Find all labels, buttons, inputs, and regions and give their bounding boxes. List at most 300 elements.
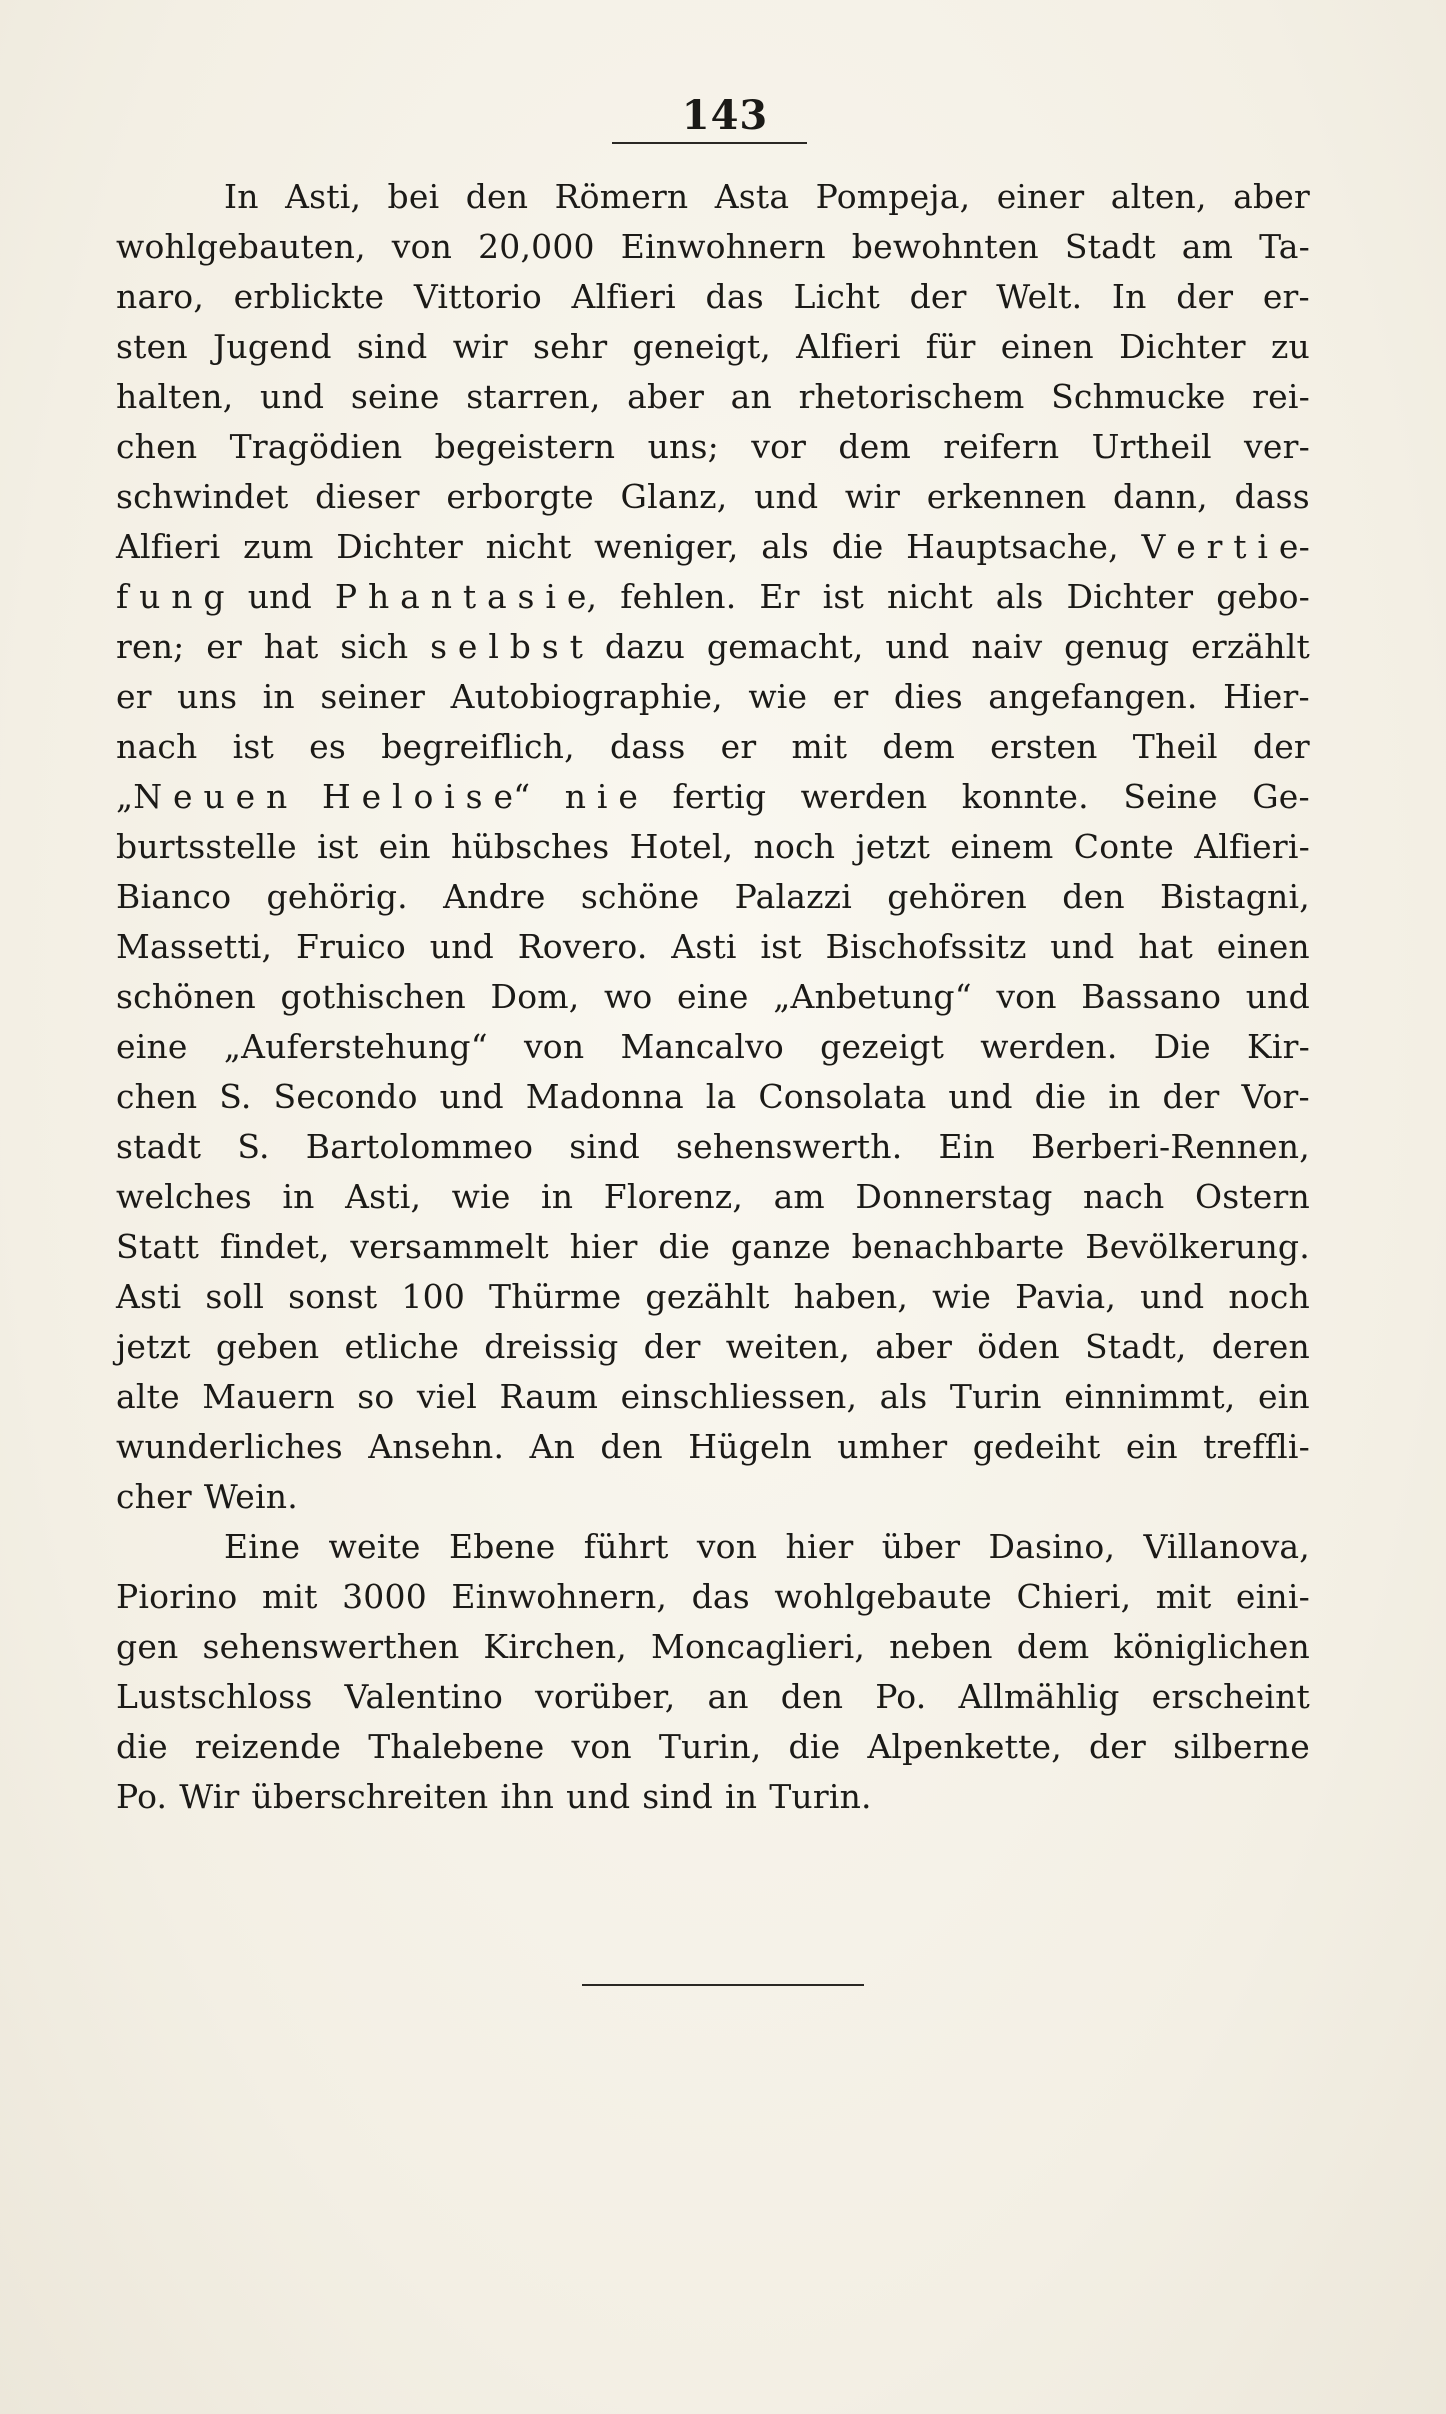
word: am	[773, 1177, 825, 1216]
word: die	[116, 1727, 168, 1766]
word: alten,	[1110, 177, 1207, 216]
word: Asti	[671, 927, 737, 966]
word: reizende	[194, 1727, 342, 1766]
text-line	[116, 372, 1310, 422]
word: chen	[116, 427, 198, 466]
word: Ta-	[1259, 227, 1310, 266]
word: haben,	[793, 1277, 909, 1316]
word: von	[996, 977, 1057, 1016]
word: ihn	[500, 1777, 555, 1816]
word: Ein	[938, 1127, 995, 1166]
word: und	[260, 377, 325, 416]
word: An	[529, 1427, 576, 1466]
word: einen	[1000, 327, 1094, 366]
word: Mancalvo	[620, 1027, 784, 1066]
word: Dichter	[1119, 327, 1246, 366]
word: stadt	[116, 1127, 202, 1166]
word: ersten	[990, 727, 1098, 766]
page-number: 143	[681, 92, 769, 139]
word: P h a n t a s i e,	[334, 577, 598, 616]
word: Römern	[554, 177, 689, 216]
word: sehenswerth.	[676, 1127, 903, 1166]
word: aber	[1233, 177, 1310, 216]
word: dreissig	[484, 1327, 619, 1366]
word: jetzt	[855, 827, 931, 866]
word: hier	[569, 1227, 638, 1266]
word: er-	[1262, 277, 1310, 316]
text-line	[116, 622, 1310, 672]
text-line	[116, 972, 1310, 1022]
word: In	[1111, 277, 1147, 316]
word: Po.	[875, 1677, 927, 1716]
word: Hotel,	[629, 827, 734, 866]
word: Alfieri-	[1194, 827, 1310, 866]
word: Asta	[714, 177, 790, 216]
word: die	[1034, 1077, 1087, 1116]
word: und	[1140, 1277, 1205, 1316]
word: versammelt	[350, 1227, 549, 1266]
word: konnte.	[961, 777, 1089, 816]
word: schwindet	[116, 477, 289, 516]
word: als	[761, 527, 810, 566]
word: in	[282, 1177, 315, 1216]
word: Autobiographie,	[450, 677, 723, 716]
word: Wein.	[203, 1477, 298, 1516]
text-line	[116, 1322, 1310, 1372]
word: fehlen.	[620, 577, 737, 616]
word: ver-	[1244, 427, 1310, 466]
word: 3000	[342, 1577, 427, 1616]
word: alte	[116, 1377, 180, 1416]
word: einen	[1216, 927, 1310, 966]
word: Bistagni,	[1160, 877, 1310, 916]
word: Fruico	[295, 927, 406, 966]
text-line	[116, 722, 1310, 772]
word: von	[523, 1027, 585, 1066]
word: und	[885, 627, 950, 666]
word: uns;	[647, 427, 719, 466]
word: mit	[1155, 1577, 1212, 1616]
text-line	[116, 1572, 1310, 1622]
word: silberne	[1173, 1727, 1310, 1766]
text-line	[116, 422, 1310, 472]
word: Berberi-Rennen,	[1031, 1127, 1310, 1166]
word: Er	[759, 577, 800, 616]
word: Bischofssitz	[825, 927, 1027, 966]
word: nicht	[886, 577, 973, 616]
word: 20,000	[478, 227, 595, 266]
word: als	[995, 577, 1044, 616]
word: Thalebene	[368, 1727, 545, 1766]
word: gedeiht	[972, 1427, 1101, 1466]
word: Palazzi	[734, 877, 853, 916]
word: Consolata	[758, 1077, 927, 1116]
text-line	[116, 222, 1310, 272]
word: welches	[116, 1177, 252, 1216]
word: hat	[1138, 927, 1194, 966]
word: Hügeln	[688, 1427, 812, 1466]
word: gen	[116, 1627, 179, 1666]
word: sehr	[533, 327, 608, 366]
word: begeistern	[434, 427, 616, 466]
word: starren,	[466, 377, 601, 416]
word: genug	[1064, 627, 1170, 666]
word: er	[720, 727, 757, 766]
word: Chieri,	[1016, 1577, 1132, 1616]
word: dass	[1234, 477, 1310, 516]
word: Alfieri	[116, 527, 221, 566]
word: Lustschloss	[116, 1677, 313, 1716]
word: naiv	[971, 627, 1043, 666]
word: schönen	[116, 977, 256, 1016]
word: Urtheil	[1091, 427, 1212, 466]
text-line	[116, 1772, 1310, 1822]
word: werden.	[980, 1027, 1118, 1066]
word: Schmucke	[1051, 377, 1226, 416]
word: Turin.	[769, 1777, 872, 1816]
word: rei-	[1252, 377, 1310, 416]
word: Einwohnern	[620, 227, 826, 266]
text-line	[116, 872, 1310, 922]
word: Raum	[499, 1377, 599, 1416]
word: Allmählig	[958, 1677, 1120, 1716]
word: Welt.	[996, 277, 1083, 316]
word: wohlgebauten,	[116, 227, 366, 266]
word: eine	[116, 1027, 188, 1066]
text-line	[116, 1472, 1310, 1522]
word: eini-	[1235, 1577, 1310, 1616]
word: Turin,	[658, 1727, 762, 1766]
word: von	[571, 1727, 632, 1766]
word: jetzt	[116, 1327, 191, 1366]
word: wunderliches	[116, 1427, 343, 1466]
word: soll	[205, 1277, 265, 1316]
word: noch	[753, 827, 836, 866]
word: Turin	[949, 1377, 1042, 1416]
word: der	[1162, 1077, 1220, 1116]
word: Pompeja,	[815, 177, 971, 216]
word: sehenswerthen	[202, 1627, 460, 1666]
word: und	[754, 477, 819, 516]
word: dass	[609, 727, 686, 766]
word: an	[707, 1677, 749, 1716]
text-line	[116, 1672, 1310, 1722]
word: ein	[1257, 1377, 1310, 1416]
word: Ostern	[1194, 1177, 1310, 1216]
word: öden	[977, 1327, 1060, 1366]
header-rule	[612, 142, 807, 144]
word: s e l b s t	[430, 627, 584, 666]
word: angefangen.	[988, 677, 1198, 716]
word: Valentino	[344, 1677, 504, 1716]
word: ist	[822, 577, 865, 616]
word: Seine	[1123, 777, 1218, 816]
text-line	[116, 1522, 1310, 1572]
word: benachbarte	[851, 1227, 1065, 1266]
word: ein	[378, 827, 431, 866]
end-rule	[582, 1984, 864, 1986]
word: Moncaglieri,	[651, 1627, 866, 1666]
word: dem	[1016, 1627, 1090, 1666]
word: Florenz,	[603, 1177, 744, 1216]
word: als	[879, 1377, 928, 1416]
word: die	[831, 527, 884, 566]
word: Massetti,	[116, 927, 273, 966]
word: und	[439, 1077, 504, 1116]
word: von	[696, 1527, 758, 1566]
word: den	[600, 1427, 663, 1466]
word: hat	[263, 627, 319, 666]
text-line	[116, 322, 1310, 372]
word: der	[909, 277, 967, 316]
word: Einwohnern,	[451, 1577, 668, 1616]
text-line	[116, 672, 1310, 722]
word: chen	[116, 1077, 198, 1116]
word: einschliessen,	[620, 1377, 858, 1416]
word: geneigt,	[632, 327, 771, 366]
word: Andre	[443, 877, 546, 916]
word: Rovero.	[517, 927, 648, 966]
word: erkennen	[926, 477, 1087, 516]
word: führt	[583, 1527, 669, 1566]
word: Licht	[793, 277, 880, 316]
text-line	[116, 1272, 1310, 1322]
word: rhetorischem	[798, 377, 1025, 416]
word: Alfieri	[571, 277, 676, 316]
word: bei	[387, 177, 440, 216]
text-line	[116, 1072, 1310, 1122]
word: dann,	[1113, 477, 1208, 516]
word: dies	[893, 677, 963, 716]
word: In	[224, 177, 259, 216]
word: la	[705, 1077, 737, 1116]
word: von	[391, 227, 453, 266]
word: eine	[677, 977, 749, 1016]
text-line	[116, 822, 1310, 872]
word: weite	[328, 1527, 421, 1566]
word: „N e u e n	[116, 777, 288, 816]
word: das	[691, 1577, 750, 1616]
word: und	[1245, 977, 1310, 1016]
word: Dasino,	[988, 1527, 1116, 1566]
word: Villanova,	[1143, 1527, 1310, 1566]
word: wie	[932, 1277, 992, 1316]
text-line	[116, 522, 1310, 572]
word: deren	[1211, 1327, 1310, 1366]
word: gemacht,	[706, 627, 864, 666]
word: Dichter	[1066, 577, 1194, 616]
word: ist	[232, 727, 274, 766]
word: S.	[237, 1127, 270, 1166]
text-line	[116, 1622, 1310, 1672]
word: begreiflich,	[381, 727, 575, 766]
word: für	[925, 327, 976, 366]
word: gebo-	[1216, 577, 1310, 616]
word: noch	[1228, 1277, 1310, 1316]
word: Asti	[116, 1277, 182, 1316]
word: findet,	[219, 1227, 330, 1266]
word: sich	[340, 627, 409, 666]
word: vorüber,	[535, 1677, 676, 1716]
word: ein	[1125, 1427, 1178, 1466]
word: reifern	[943, 427, 1060, 466]
word: vor	[751, 427, 807, 466]
word: viel	[416, 1377, 478, 1416]
word: sind	[356, 327, 428, 366]
word: sind	[642, 1777, 713, 1816]
word: fertig	[672, 777, 767, 816]
word: Po.	[116, 1777, 168, 1816]
word: so	[357, 1377, 395, 1416]
word: Hauptsache,	[906, 527, 1119, 566]
word: erscheint	[1151, 1677, 1310, 1716]
word: Kirchen,	[483, 1627, 627, 1666]
word: die	[658, 1227, 711, 1266]
word: und	[566, 1777, 631, 1816]
text-line	[116, 472, 1310, 522]
text-line	[116, 1372, 1310, 1422]
text-line	[116, 1422, 1310, 1472]
word: er	[116, 677, 152, 716]
word: er	[206, 627, 242, 666]
word: wir	[844, 477, 901, 516]
word: der	[643, 1327, 701, 1366]
text-line	[116, 1222, 1310, 1272]
word: dem	[882, 727, 955, 766]
word: Bevölkerung.	[1085, 1227, 1310, 1266]
word: Piorino	[116, 1577, 238, 1616]
word: den	[780, 1677, 844, 1716]
word: einem	[950, 827, 1054, 866]
word: wo	[603, 977, 653, 1016]
text-line	[116, 1172, 1310, 1222]
word: seine	[350, 377, 440, 416]
word: ren;	[116, 627, 185, 666]
word: wie	[451, 1177, 511, 1216]
body-text	[116, 172, 1310, 1822]
word: seiner	[320, 677, 426, 716]
word: erzählt	[1191, 627, 1310, 666]
word: Ge-	[1252, 777, 1310, 816]
word: umher	[837, 1427, 948, 1466]
word: Jugend	[212, 327, 332, 366]
word: dazu	[604, 627, 686, 666]
word: dem	[838, 427, 911, 466]
word: aber	[627, 377, 705, 416]
word: der	[1252, 727, 1310, 766]
word: der	[1176, 277, 1234, 316]
word: Alfieri	[796, 327, 901, 366]
word: Asti,	[345, 1177, 422, 1216]
word: bewohnten	[851, 227, 1039, 266]
word: Hier-	[1223, 677, 1310, 716]
word: an	[730, 377, 772, 416]
word: „Anbetung“	[773, 977, 972, 1016]
word: einer	[996, 177, 1085, 216]
word: sind	[569, 1127, 640, 1166]
word: Secondo	[273, 1077, 418, 1116]
word: gothischen	[280, 977, 467, 1016]
word: schöne	[580, 877, 700, 916]
word: in	[724, 1777, 758, 1816]
word: er	[832, 677, 869, 716]
word: hier	[785, 1527, 854, 1566]
word: Conte	[1073, 827, 1174, 866]
word: Madonna	[525, 1077, 684, 1116]
word: am	[1181, 227, 1234, 266]
text-line	[116, 772, 1310, 822]
word: geben	[215, 1327, 320, 1366]
word: f u n g	[116, 577, 225, 616]
word: H e l o i s e“	[321, 777, 531, 816]
text-line	[116, 1022, 1310, 1072]
word: zum	[243, 527, 314, 566]
word: Alpenkette,	[867, 1727, 1062, 1766]
word: sten	[116, 327, 188, 366]
word: hübsches	[450, 827, 610, 866]
word: Theil	[1132, 727, 1218, 766]
word: einnimmt,	[1064, 1377, 1236, 1416]
word: und	[948, 1077, 1013, 1116]
word: überschreiten	[251, 1777, 489, 1816]
word: Statt	[116, 1227, 200, 1266]
text-line	[116, 572, 1310, 622]
word: ist	[760, 927, 802, 966]
word: Donnerstag	[855, 1177, 1053, 1216]
word: V e r t i e-	[1141, 527, 1310, 566]
word: Tragödien	[229, 427, 403, 466]
word: Kir-	[1247, 1027, 1310, 1066]
text-line	[116, 1722, 1310, 1772]
word: zu	[1270, 327, 1310, 366]
text-line	[116, 922, 1310, 972]
word: gezählt	[645, 1277, 770, 1316]
word: wir	[452, 327, 508, 366]
word: Vor-	[1241, 1077, 1310, 1116]
word: n i e	[564, 777, 639, 816]
word: den	[1062, 877, 1125, 916]
word: weniger,	[594, 527, 739, 566]
word: „Auferstehung“	[223, 1027, 488, 1066]
word: uns	[177, 677, 238, 716]
text-line	[116, 172, 1310, 222]
word: in	[541, 1177, 574, 1216]
word: wohlgebaute	[774, 1577, 992, 1616]
word: Stadt,	[1084, 1327, 1187, 1366]
word: naro,	[116, 277, 205, 316]
word: Mauern	[202, 1377, 335, 1416]
word: die	[788, 1727, 841, 1766]
word: Bassano	[1081, 977, 1222, 1016]
word: ganze	[730, 1227, 831, 1266]
word: Asti,	[285, 177, 362, 216]
word: cher	[116, 1477, 192, 1516]
word: Ebene	[448, 1527, 556, 1566]
word: Eine	[224, 1527, 301, 1566]
word: den	[465, 177, 529, 216]
word: neben	[889, 1627, 993, 1666]
word: halten,	[116, 377, 234, 416]
word: nach	[116, 727, 198, 766]
word: der	[1088, 1727, 1147, 1766]
word: S.	[219, 1077, 252, 1116]
word: Glanz,	[620, 477, 728, 516]
word: Dichter	[336, 527, 463, 566]
word: burtsstelle	[116, 827, 297, 866]
word: Bianco	[116, 877, 232, 916]
word: Dom,	[490, 977, 580, 1016]
word: gehörig.	[266, 877, 408, 916]
